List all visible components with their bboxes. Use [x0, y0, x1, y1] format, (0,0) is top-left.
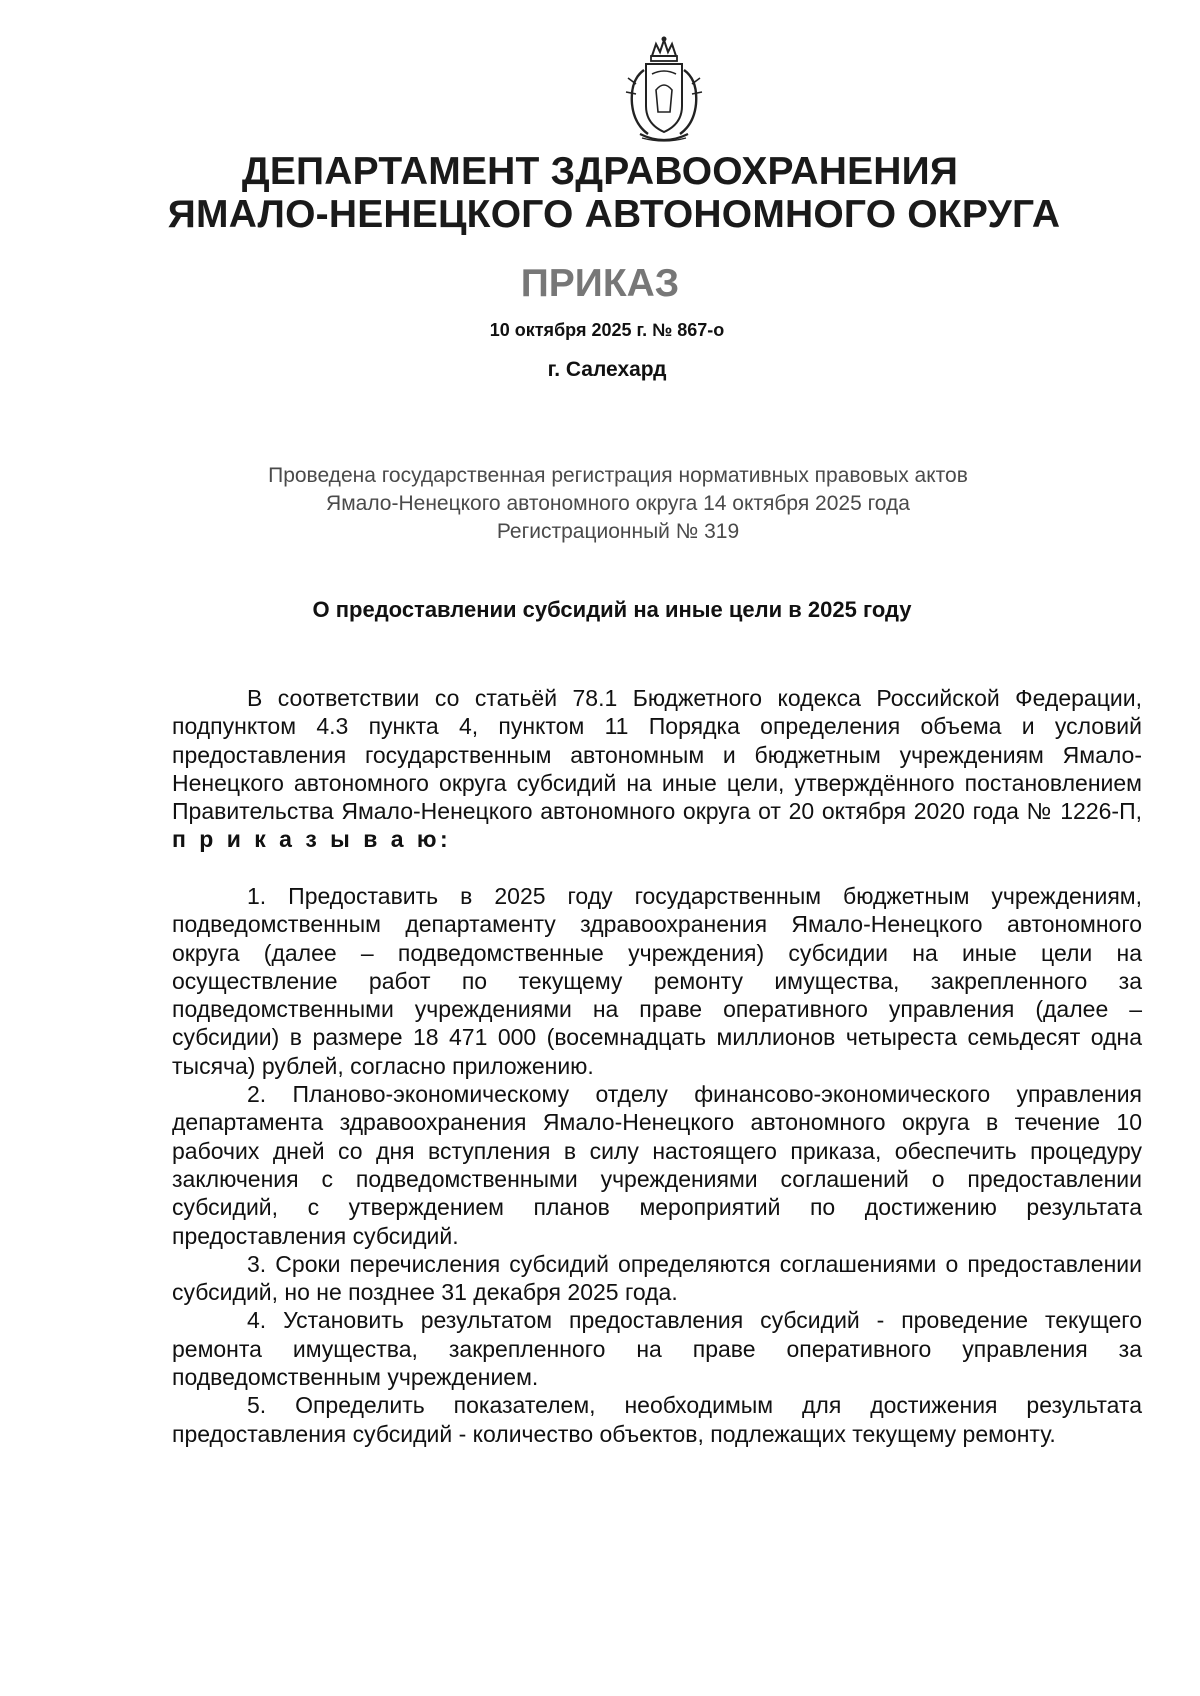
registration-note: [0, 462, 1200, 546]
registration-line-1: Проведена государственная регистрация нормативных правовых актов: [268, 464, 968, 487]
registration-line-3: Регистрационный № 319: [496, 520, 740, 543]
order-item-2: 2. Планово-экономическому отделу финансово-экономического управления департамента здравоохранения Ямало-Ненецкого автономного округа в течение 10 рабочих дней со дня вступления в силу настоящего приказа, обеспечить процедуру заключения с подведомственными учреждениями соглашений о предоставлении субсидий, с утверждением планов мероприятий по достижению результата предоставления субсидий.: [172, 1081, 1142, 1249]
order-item-3: 3. Сроки перечисления субсидий определяются соглашениями о предоставлении субсидий, но не позднее 31 декабря 2025 года.: [172, 1250, 1142, 1306]
preamble-text: В соответствии со статьёй 78.1 Бюджетного кодекса Российской Федерации, подпунктом 4.3 пункта 4, пунктом 11 Порядка определения объема и условий предоставления государственным автономным и бюджетным учреждениям Ямало-Ненецкого автономного округа субсидий на иные цели, утверждённого постановлением Правительства Ямало-Ненецкого автономного округа от 20 октября 2020 года № 1226-П,: [172, 685, 1142, 825]
order-item-4: 4. Установить результатом предоставления субсидий - проведение текущего ремонта имущества, закрепленного на праве оперативного управления за подведомственным учреждением.: [172, 1307, 1142, 1391]
document-date-number: 10 октября 2025 г. № 867-о: [489, 320, 725, 340]
registration-line-2: Ямало-Ненецкого автономного округа 14 октября 2025 года: [326, 492, 910, 515]
order-items: [172, 882, 1142, 1448]
department-name-line1: ДЕПАРТАМЕНТ ЗДРАВООХРАНЕНИЯ: [241, 150, 959, 193]
order-item-5: 5. Определить показателем, необходимым для достижения результата предоставления субсидий - количество объектов, подлежащих текущему ремонту.: [172, 1392, 1142, 1447]
department-name-line2: ЯМАЛО-НЕНЕЦКОГО АВТОНОМНОГО ОКРУГА: [167, 193, 1061, 236]
coat-of-arms-icon: [622, 34, 706, 146]
preamble-paragraph: [172, 684, 1142, 854]
order-word: п р и к а з ы в а ю:: [172, 826, 452, 853]
document-city: г. Салехард: [547, 358, 667, 381]
order-item-1: 1. Предоставить в 2025 году государственным бюджетным учреждениям, подведомственным департаменту здравоохранения Ямало-Ненецкого автономного округа (далее – подведомственные учреждения) субсидии на иные цели на осуществление работ по текущему ремонту имущества, закрепленного за подведомственными учреждениями на праве оперативного управления (далее – субсидии) в размере 18 471 000 (восемнадцать миллионов четыреста семьдесят одна тысяча) рублей, согласно приложению.: [172, 883, 1142, 1079]
preamble: [172, 684, 1142, 854]
document-subject: О предоставлении субсидий на иные цели в 2025 году: [312, 597, 912, 622]
document-type: ПРИКАЗ: [520, 262, 680, 305]
